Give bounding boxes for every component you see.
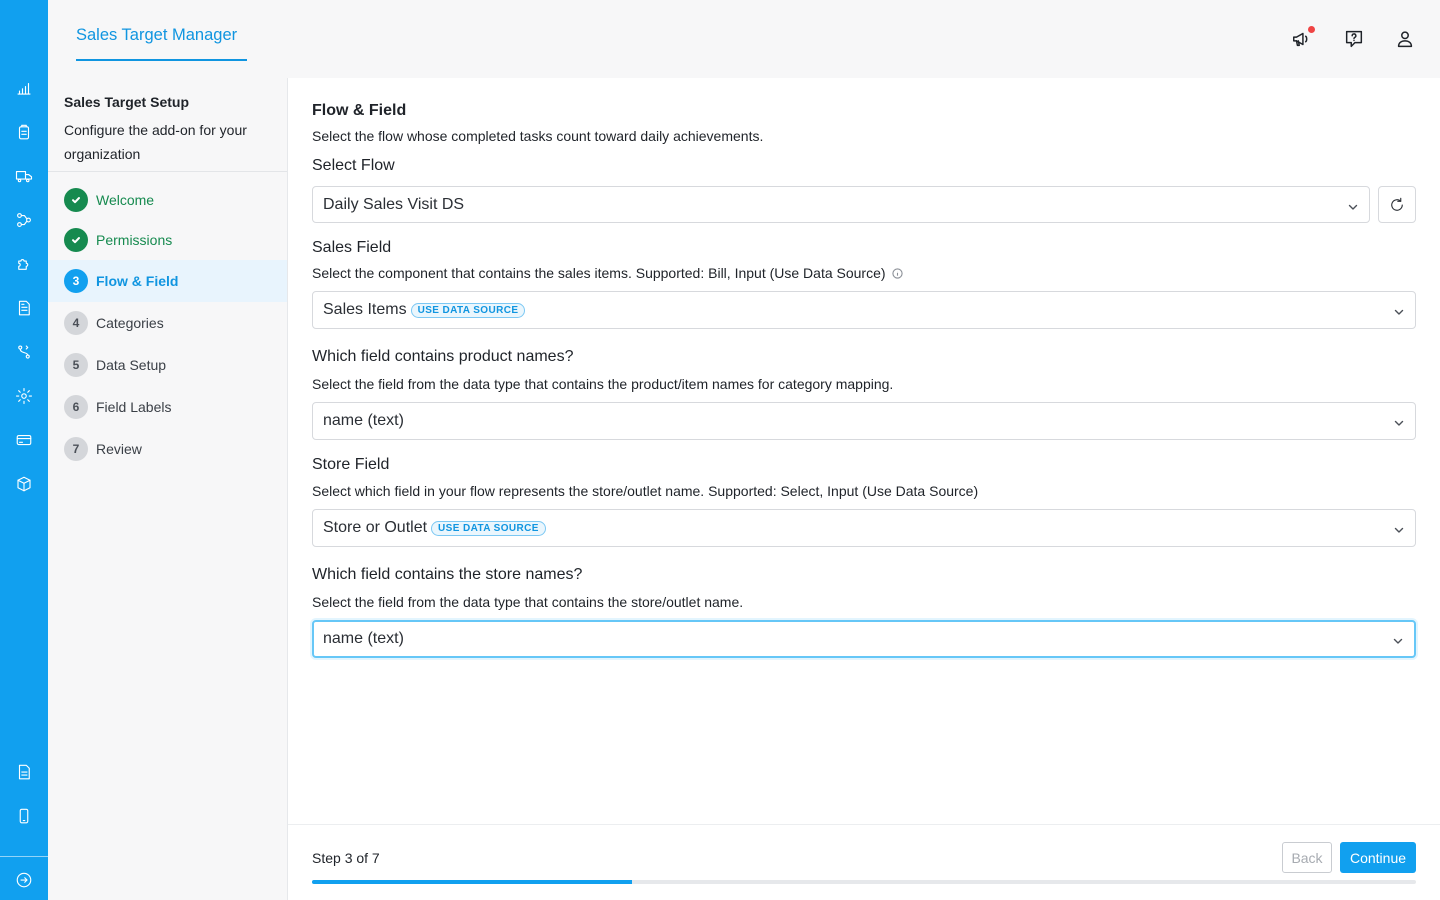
sidebar-title: Sales Target Setup — [64, 94, 190, 110]
route-icon[interactable] — [12, 340, 36, 364]
bar-chart-icon[interactable] — [12, 76, 36, 100]
app-rail — [0, 0, 48, 900]
step-review[interactable] — [48, 428, 287, 470]
use-data-source-badge: USE DATA SOURCE — [431, 521, 546, 536]
step-number: 5 — [64, 353, 88, 377]
package-icon[interactable] — [12, 472, 36, 496]
megaphone-icon[interactable] — [1289, 26, 1315, 52]
chevron-down-icon — [1393, 305, 1405, 317]
sidebar-divider — [48, 171, 287, 172]
section-description: Select the flow whose completed tasks count toward daily achievements. — [312, 128, 764, 144]
step-label: Review — [96, 441, 142, 457]
store-field-help: Select which field in your flow represents the store/outlet name. Supported: Select, Input (Use Data Source) — [312, 483, 979, 499]
sales-field-value: Sales Items — [323, 301, 407, 318]
notification-dot — [1308, 26, 1315, 33]
step-number: 6 — [64, 395, 88, 419]
step-label: Field Labels — [96, 399, 172, 415]
chevron-down-icon — [1347, 200, 1359, 212]
step-number: 3 — [64, 269, 88, 293]
step-categories[interactable] — [48, 302, 287, 344]
mobile-icon[interactable] — [12, 804, 36, 828]
select-flow-dropdown[interactable] — [312, 186, 1370, 223]
sales-field-label: Sales Field — [312, 239, 392, 256]
top-header — [48, 0, 1440, 78]
store-name-field-dropdown[interactable] — [312, 620, 1416, 658]
product-name-field-help: Select the field from the data type that contains the product/item names for category mapping. — [312, 376, 894, 392]
wizard-footer — [288, 824, 1440, 900]
credit-card-icon[interactable] — [12, 428, 36, 452]
step-welcome[interactable] — [48, 179, 287, 221]
sales-field-dropdown[interactable] — [312, 291, 1416, 329]
step-label: Welcome — [96, 192, 155, 208]
step-label: Data Setup — [96, 357, 167, 373]
help-chat-icon[interactable] — [1341, 26, 1367, 52]
continue-button[interactable]: Continue — [1340, 842, 1416, 873]
chevron-down-icon — [1393, 416, 1405, 428]
collapse-icon[interactable] — [12, 868, 36, 892]
step-data-setup[interactable] — [48, 344, 287, 386]
clipboard-icon[interactable] — [12, 120, 36, 144]
truck-icon[interactable] — [12, 164, 36, 188]
section-title: Flow & Field — [312, 102, 407, 119]
step-permissions[interactable] — [48, 219, 287, 261]
file-text-icon[interactable] — [12, 760, 36, 784]
active-tab-underline — [76, 59, 247, 61]
store-name-field-help: Select the field from the data type that contains the store/outlet name. — [312, 594, 744, 610]
refresh-button[interactable] — [1378, 186, 1416, 223]
puzzle-icon[interactable] — [12, 252, 36, 276]
chevron-down-icon — [1393, 523, 1405, 535]
setup-sidebar — [48, 78, 288, 900]
sidebar-description: Configure the add-on for your organization — [64, 122, 247, 162]
product-name-field-dropdown[interactable] — [312, 402, 1416, 440]
rail-divider — [0, 856, 48, 857]
step-field-labels[interactable] — [48, 386, 287, 428]
sales-field-help-text: Select the component that contains the sales items. Supported: Bill, Input (Use Data Source) — [312, 265, 886, 281]
store-field-label: Store Field — [312, 456, 390, 473]
info-icon[interactable] — [892, 268, 903, 279]
refresh-icon — [1388, 196, 1406, 214]
step-flow-field[interactable] — [48, 260, 287, 302]
store-name-field-label: Which field contains the store names? — [312, 566, 583, 583]
app-tab-sales-target-manager[interactable]: Sales Target Manager — [76, 26, 238, 44]
step-label: Permissions — [96, 232, 173, 248]
progress-bar — [312, 880, 1416, 884]
document-icon[interactable] — [12, 296, 36, 320]
settings-icon[interactable] — [12, 384, 36, 408]
chevron-down-icon — [1392, 634, 1404, 646]
select-flow-label: Select Flow — [312, 157, 395, 174]
step-number: 4 — [64, 311, 88, 335]
step-counter: Step 3 of 7 — [312, 850, 380, 866]
store-name-field-value: name (text) — [323, 630, 404, 647]
check-icon — [64, 188, 88, 212]
check-icon — [64, 228, 88, 252]
step-label: Categories — [96, 315, 164, 331]
back-button[interactable]: Back — [1282, 842, 1332, 873]
user-icon[interactable] — [1392, 26, 1418, 52]
step-label: Flow & Field — [96, 273, 179, 289]
sales-field-help — [312, 265, 903, 281]
product-name-field-label: Which field contains product names? — [312, 348, 574, 365]
progress-fill — [312, 880, 632, 884]
store-field-value: Store or Outlet — [323, 519, 428, 536]
use-data-source-badge: USE DATA SOURCE — [411, 303, 526, 318]
step-number: 7 — [64, 437, 88, 461]
select-flow-value: Daily Sales Visit DS — [323, 195, 465, 213]
store-field-dropdown[interactable] — [312, 509, 1416, 547]
workflow-icon[interactable] — [12, 208, 36, 232]
product-name-field-value: name (text) — [323, 412, 404, 429]
main-content — [288, 78, 1440, 824]
